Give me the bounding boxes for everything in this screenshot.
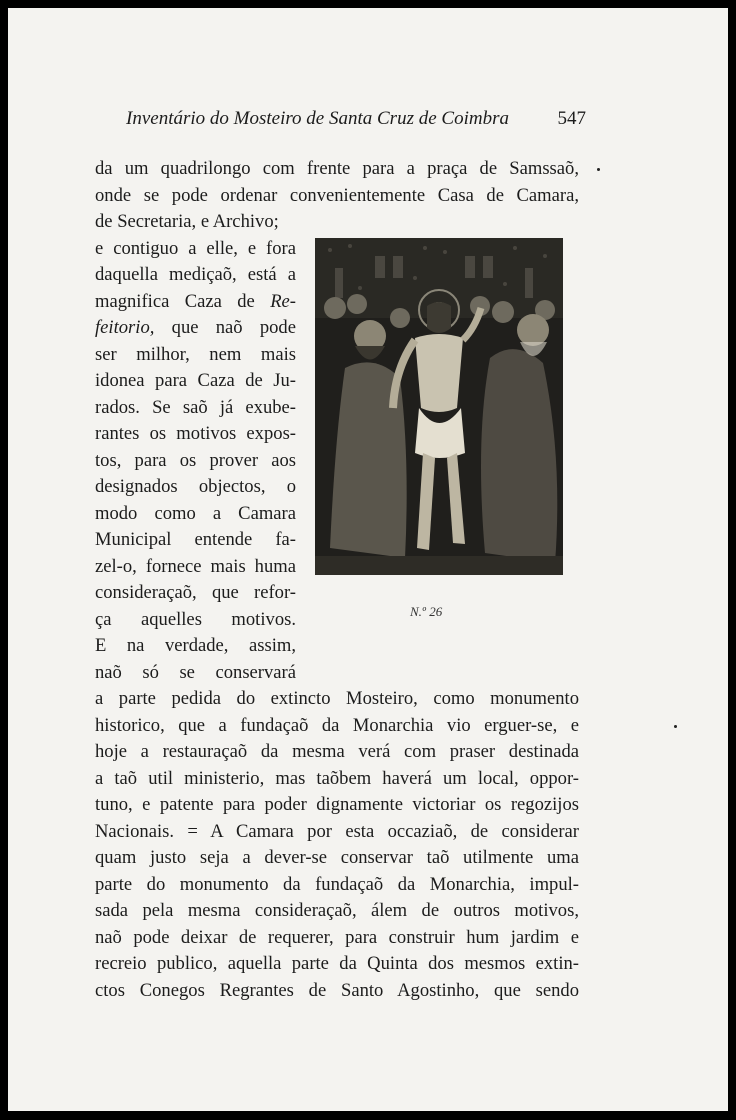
italic-term: feitorio, xyxy=(95,317,155,338)
document-page xyxy=(8,8,728,1111)
text-line: rantes os motivos expos- xyxy=(95,423,296,444)
text-line: hoje a restauraçaõ da mesma verá com praser destinada xyxy=(95,741,579,762)
text-line: de Secretaria, e Archivo; xyxy=(95,211,279,232)
text-line: parte do monumento da fundaçaõ da Monarchia, impul- xyxy=(95,874,579,895)
text-line: a taõ util ministerio, mas taõbem haverá um local, oppor- xyxy=(95,768,579,789)
text-line: idonea para Caza de Ju- xyxy=(95,370,296,391)
text-run: magnifica Caza de xyxy=(95,291,271,312)
text-line: consideraçaõ, que refor- xyxy=(95,582,296,603)
text-line: Nacionais. = A Camara por esta occaziaõ, de considerar xyxy=(95,821,579,842)
text-line: naõ só se conservará xyxy=(95,662,296,683)
text-line: a parte pedida do extincto Mosteiro, como monumento xyxy=(95,688,579,709)
text-line xyxy=(95,315,296,341)
text-line: daquella mediçaõ, está a xyxy=(95,264,296,285)
painting-image xyxy=(315,238,563,575)
text-line: naõ pode deixar de requerer, para construir hum jardim e xyxy=(95,927,579,948)
text-line: historico, que a fundaçaõ da Monarchia vio erguer-se, e xyxy=(95,715,579,736)
text-line: ser milhor, nem mais xyxy=(95,344,296,365)
text-line: sada pela mesma consideraçaõ, álem de outros motivos, xyxy=(95,900,579,921)
text-line: tos, para os prover aos xyxy=(95,450,296,471)
text-line: onde se pode ordenar convenientemente Casa de Camara, xyxy=(95,185,579,206)
text-line: Municipal entende fa- xyxy=(95,529,296,550)
text-line xyxy=(95,289,296,315)
text-line: recreio publico, aquella parte da Quinta dos mesmos extin- xyxy=(95,953,579,974)
figure-caption: N.º 26 xyxy=(410,604,443,619)
text-line: da um quadrilongo com frente para a praça de Samssaõ, xyxy=(95,158,579,179)
text-line: zel-o, fornece mais huma xyxy=(95,556,296,577)
text-line: rados. Se saõ já exube- xyxy=(95,397,296,418)
text-line: ça aquelles motivos. xyxy=(95,609,296,630)
page-number: 547 xyxy=(557,108,586,129)
italic-term: Re- xyxy=(270,291,296,312)
page-speck xyxy=(597,168,600,171)
text-line: ctos Conegos Regrantes de Santo Agostinho, que sendo xyxy=(95,980,579,1001)
text-line: E na verdade, assim, xyxy=(95,635,296,656)
text-run: que naõ pode xyxy=(154,317,296,338)
text-line: e contiguo a elle, e fora xyxy=(95,238,296,259)
running-title: Inventário do Mosteiro de Santa Cruz de Coimbra xyxy=(126,108,509,129)
text-line: tuno, e patente para poder dignamente victoriar os regozijos xyxy=(95,794,579,815)
text-line: designados objectos, o xyxy=(95,476,296,497)
text-line: modo como a Camara xyxy=(95,503,296,524)
running-header xyxy=(126,108,586,138)
painting-illustration xyxy=(315,238,563,575)
page-speck xyxy=(674,725,677,728)
text-line: quam justo seja a dever-se conservar taõ utilmente uma xyxy=(95,847,579,868)
